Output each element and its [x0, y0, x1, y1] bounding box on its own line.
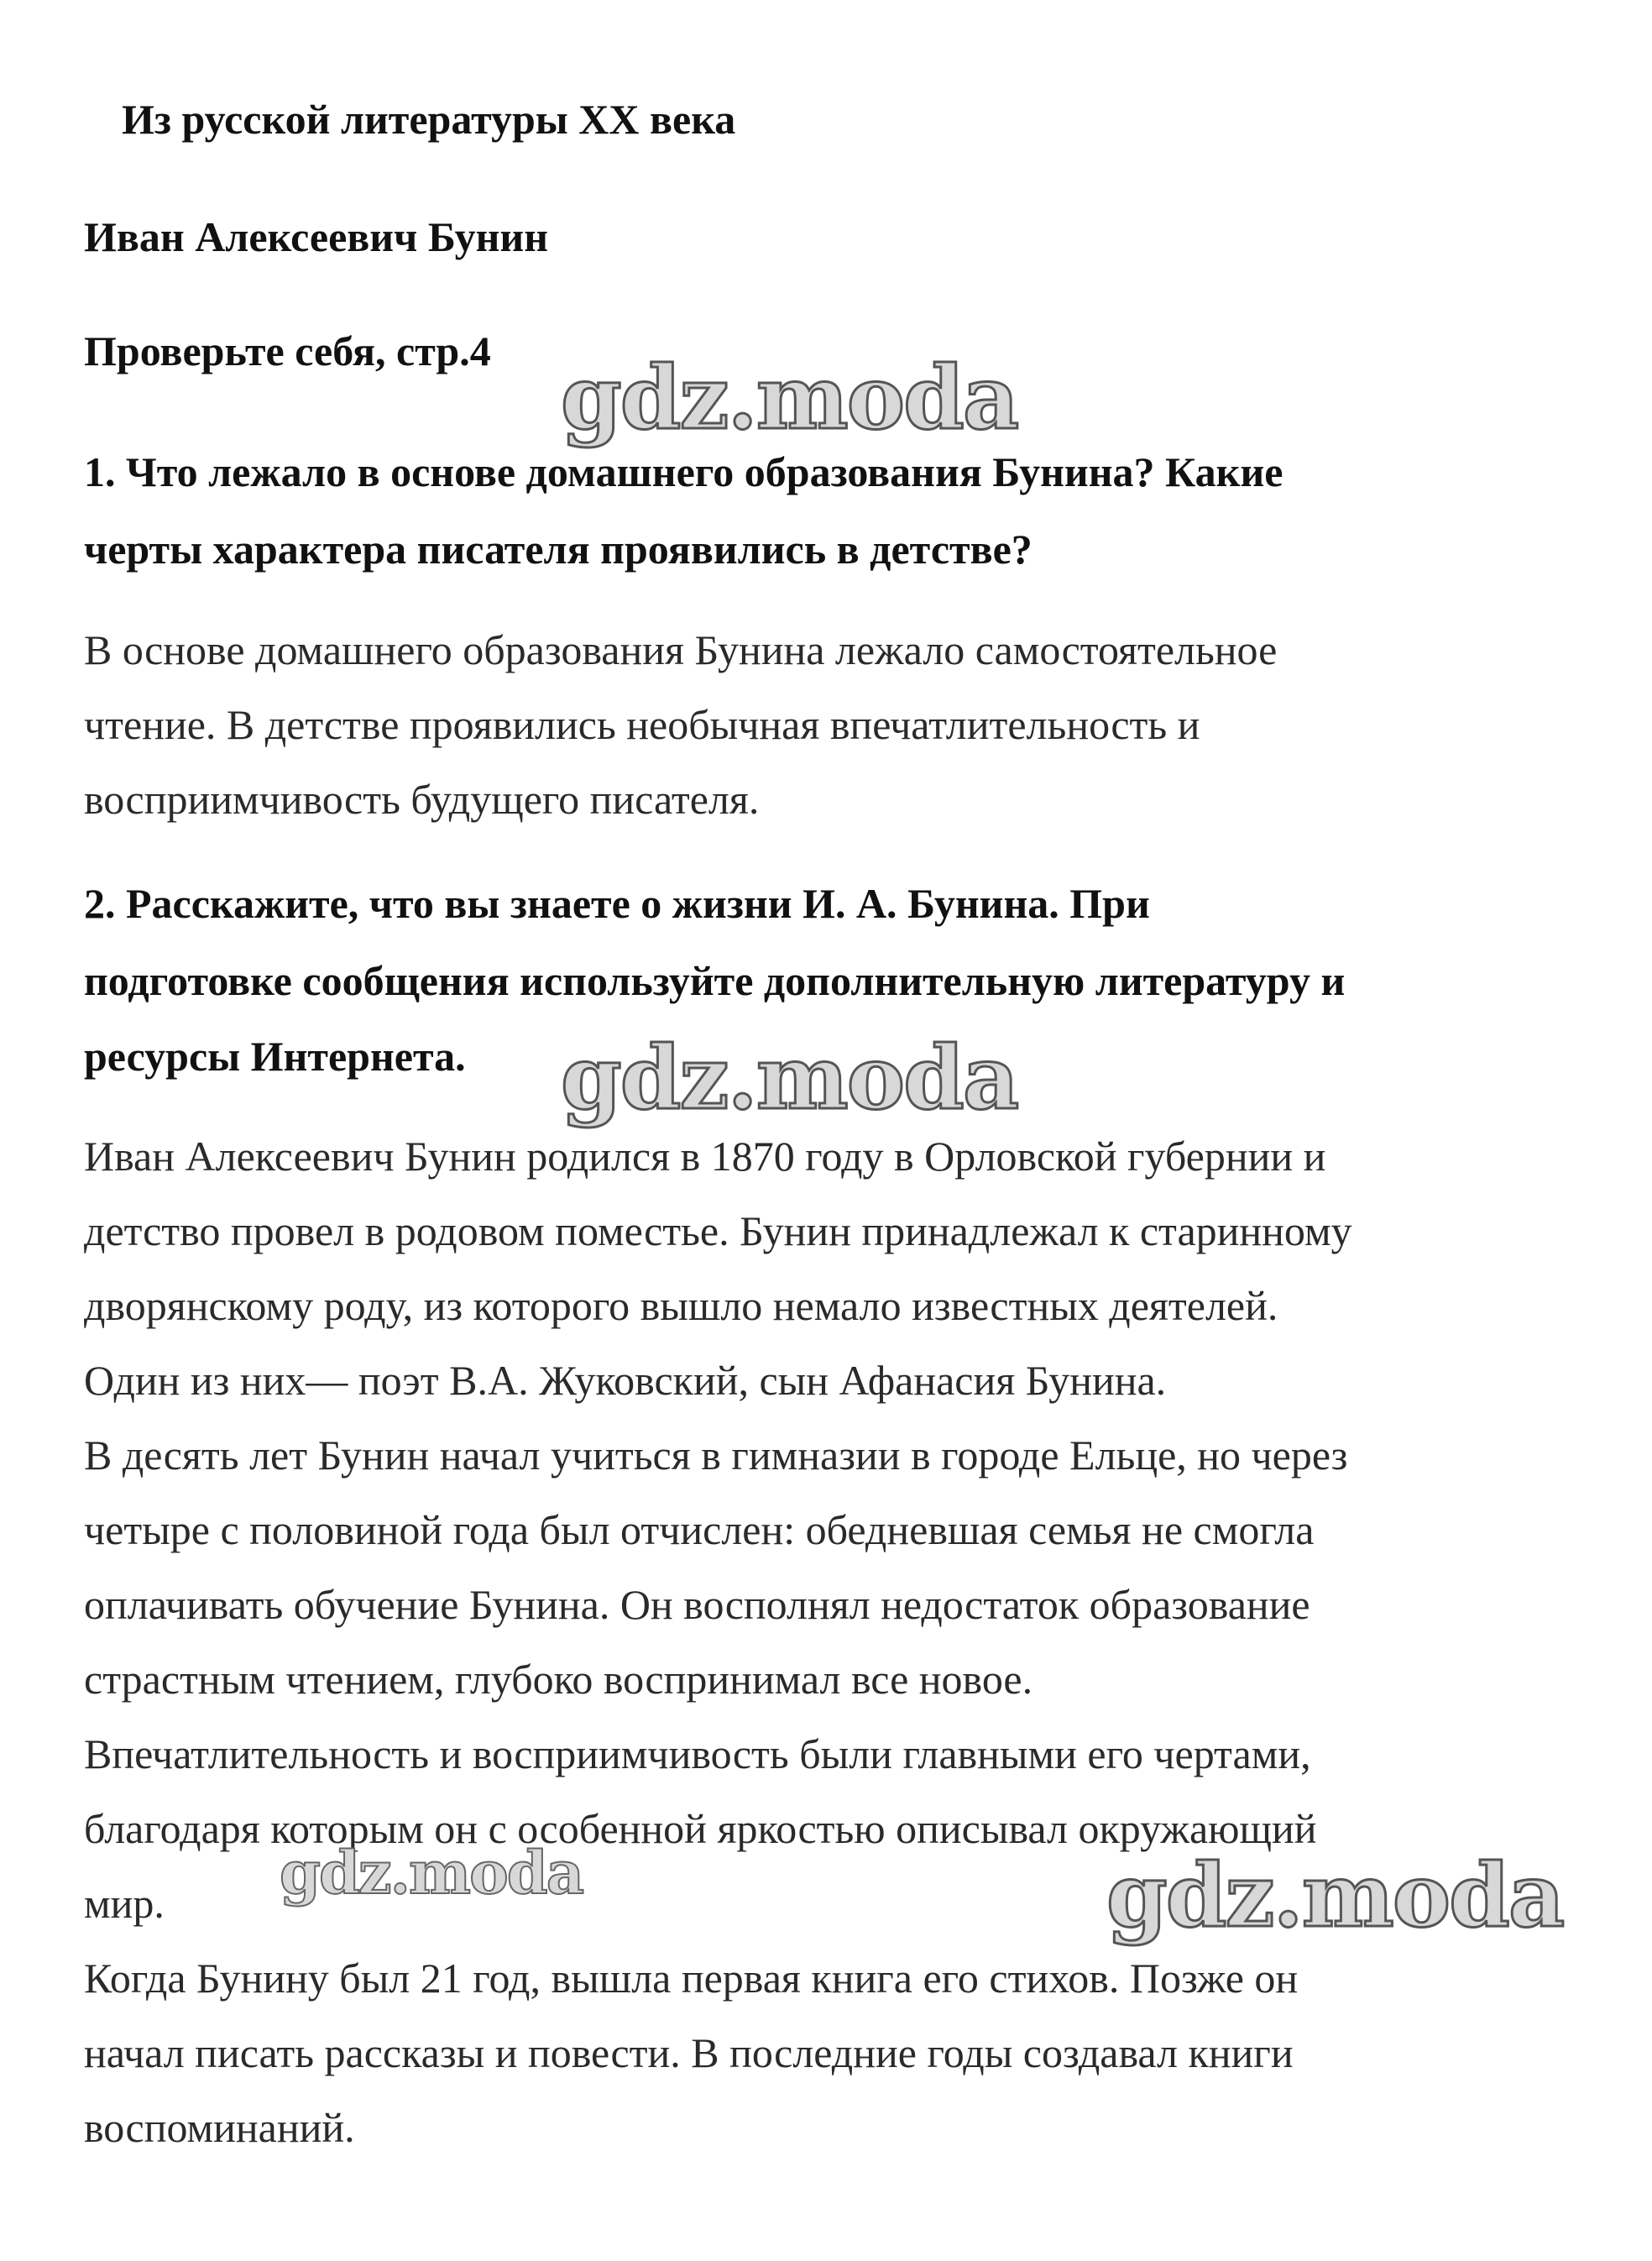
- question-2-line: подготовке сообщения используйте дополнительную литературу и: [84, 957, 1346, 1004]
- answer-2-line: дворянскому роду, из которого вышло немало известных деятелей.: [84, 1282, 1278, 1329]
- question-1-line: 1. Что лежало в основе домашнего образования Бунина? Какие: [84, 448, 1283, 495]
- check-heading: Проверьте себя, стр.4: [84, 327, 491, 374]
- answer-2-line: благодаря которым он с особенной яркостью описывал окружающий: [84, 1805, 1317, 1852]
- answer-2-line: детство провел в родовом поместье. Бунин принадлежал к старинному: [84, 1207, 1352, 1254]
- watermark: gdz.moda: [561, 346, 1018, 449]
- section-title: Из русской литературы XX века: [122, 96, 736, 143]
- answer-2-line: Впечатлительность и восприимчивость были главными его чертами,: [84, 1730, 1311, 1777]
- answer-2-line: четыре с половиной года был отчислен: обедневшая семья не смогла: [84, 1506, 1315, 1553]
- answer-2-line: Когда Бунину был 21 год, вышла первая книга его стихов. Позже он: [84, 1955, 1299, 2002]
- answer-2-line: страстным чтением, глубоко воспринимал все новое.: [84, 1656, 1033, 1703]
- watermark: gdz.moda: [1106, 1844, 1564, 1947]
- watermark: gdz.moda: [280, 1838, 583, 1908]
- answer-2-line: воспоминаний.: [84, 2104, 355, 2151]
- answer-2-line: В десять лет Бунин начал учиться в гимназии в городе Ельце, но через: [84, 1431, 1348, 1479]
- author-name: Иван Алексеевич Бунин: [84, 213, 549, 260]
- answer-1-line: восприимчивость будущего писателя.: [84, 776, 760, 823]
- question-2-line: 2. Расскажите, что вы знаете о жизни И. А. Бунина. При: [84, 880, 1150, 927]
- answer-2-line: Один из них— поэт В.А. Жуковский, сын Афанасия Бунина.: [84, 1357, 1167, 1404]
- answer-2-line: Иван Алексеевич Бунин родился в 1870 году в Орловской губернии и: [84, 1133, 1326, 1180]
- answer-2-line: мир.: [84, 1880, 165, 1927]
- question-2-line: ресурсы Интернета.: [84, 1033, 466, 1080]
- answer-2-line: оплачивать обучение Бунина. Он восполнял недостаток образование: [84, 1581, 1310, 1628]
- answer-2-line: начал писать рассказы и повести. В последние годы создавал книги: [84, 2029, 1294, 2076]
- answer-1-line: В основе домашнего образования Бунина лежало самостоятельное: [84, 626, 1278, 673]
- answer-1-line: чтение. В детстве проявились необычная впечатлительность и: [84, 701, 1200, 748]
- watermark: gdz.moda: [561, 1026, 1018, 1129]
- question-1-line: черты характера писателя проявились в детстве?: [84, 526, 1032, 573]
